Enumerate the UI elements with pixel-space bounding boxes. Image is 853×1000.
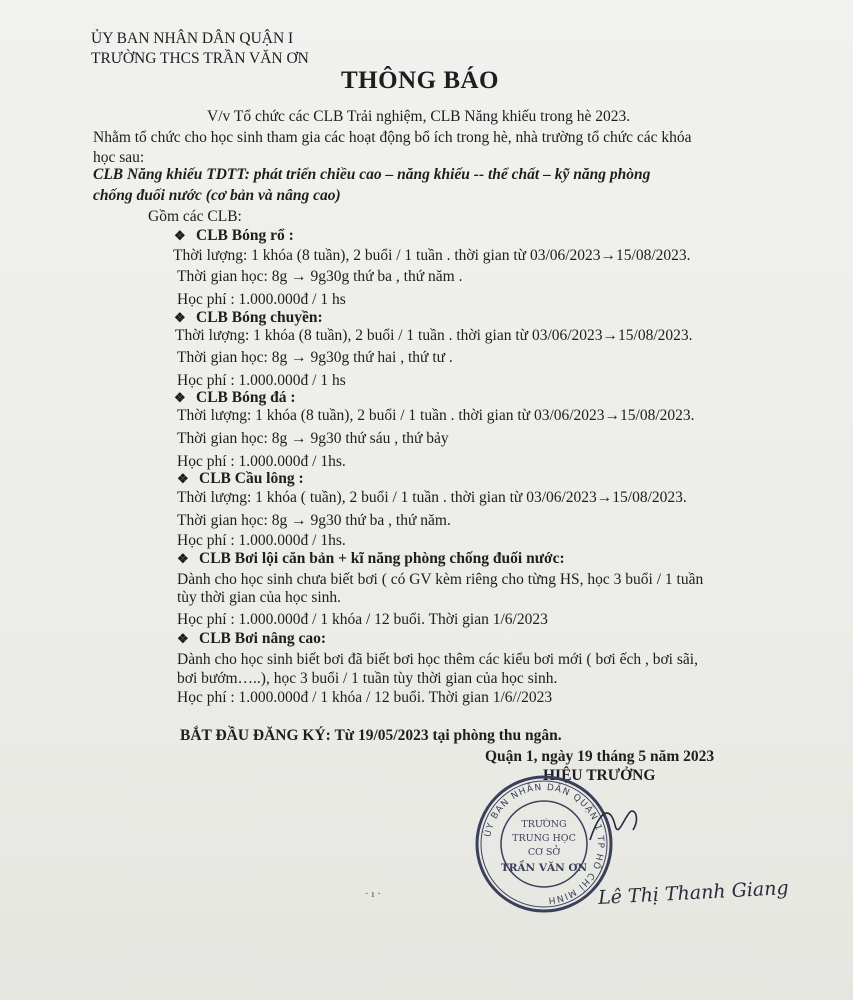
- club-line: Dành cho học sinh biết bơi đã biết bơi học thêm các kiểu bơi mới ( bơi ếch , bơi sãi,: [177, 651, 698, 668]
- signature-scribble: [585, 800, 645, 850]
- club-heading: [177, 630, 326, 648]
- club-line: Học phí : 1.000.000đ / 1 hs: [177, 372, 346, 389]
- club-line: Thời gian học: 8g → 9g30 thứ sáu , thứ bảy: [177, 430, 449, 447]
- signer-title: HIỆU TRƯỞNG: [543, 767, 656, 784]
- program-line-1: CLB Năng khiếu TDTT: phát triển chiều cao – năng khiếu -- thể chất – kỹ năng phòng: [93, 166, 651, 183]
- diamond-bullet-icon: ❖: [177, 471, 189, 486]
- date-place: Quận 1, ngày 19 tháng 5 năm 2023: [485, 748, 715, 765]
- notice-subject: V/v Tổ chức các CLB Trải nghiệm, CLB Năng khiếu trong hè 2023.: [207, 108, 631, 125]
- club-heading: [174, 309, 323, 327]
- club-heading: [174, 227, 294, 245]
- club-line: Thời lượng: 1 khóa (8 tuần), 2 buổi / 1 tuần . thời gian từ 03/06/2023→15/08/2023.: [177, 407, 695, 424]
- svg-text:TRẦN VĂN ƠN: TRẦN VĂN ƠN: [500, 862, 588, 874]
- includes-label: Gồm các CLB:: [148, 208, 242, 225]
- club-name: CLB Bóng đá :: [196, 389, 296, 406]
- club-heading: [177, 550, 565, 568]
- club-line: Học phí : 1.000.000đ / 1hs.: [177, 532, 346, 549]
- svg-text:CƠ SỞ: CƠ SỞ: [527, 847, 561, 858]
- signer-name: Lê Thị Thanh Giang: [597, 877, 790, 909]
- org-line-1: ỦY BAN NHÂN DÂN QUẬN I: [91, 30, 294, 47]
- club-name: CLB Cầu lông :: [199, 470, 304, 487]
- club-heading: [177, 470, 304, 488]
- club-line: Thời lượng: 1 khóa (8 tuần), 2 buổi / 1 tuần . thời gian từ 03/06/2023→15/08/2023.: [173, 247, 691, 264]
- diamond-bullet-icon: ❖: [177, 631, 189, 646]
- club-name: CLB Bóng chuyền:: [196, 309, 323, 326]
- org-line-2: TRƯỜNG THCS TRẦN VĂN ƠN: [91, 50, 309, 67]
- diamond-bullet-icon: ❖: [177, 551, 189, 566]
- club-line: Thời gian học: 8g → 9g30g thứ ba , thứ năm .: [177, 268, 463, 285]
- club-line: Thời lượng: 1 khóa (8 tuần), 2 buổi / 1 tuần . thời gian từ 03/06/2023→15/08/2023.: [175, 327, 693, 344]
- club-line: Học phí : 1.000.000đ / 1 hs: [177, 291, 346, 308]
- svg-text:TRUNG HỌC: TRUNG HỌC: [512, 833, 576, 844]
- program-line-2: chống đuối nước (cơ bản và nâng cao): [93, 187, 341, 204]
- intro-line-1: Nhằm tổ chức cho học sinh tham gia các hoạt động bổ ích trong hè, nhà trường tổ chức các khóa: [93, 129, 692, 146]
- svg-text:ỦY BAN NHÂN DÂN QUẬN 1 TP HỒ C: ỦY BAN NHÂN DÂN QUẬN 1 TP HỒ CHÍ MINH: [483, 782, 606, 906]
- svg-text:TRƯỜNG: TRƯỜNG: [521, 819, 567, 830]
- notice-title: THÔNG BÁO: [341, 67, 499, 94]
- club-line: Thời gian học: 8g → 9g30g thứ hai , thứ tư .: [177, 349, 453, 366]
- club-line: Học phí : 1.000.000đ / 1 khóa / 12 buổi. Thời gian 1/6/2023: [177, 611, 548, 628]
- intro-line-2: học sau:: [93, 149, 145, 166]
- registration-notice: BẮT ĐẦU ĐĂNG KÝ: Từ 19/05/2023 tại phòng thu ngân.: [180, 727, 562, 744]
- club-name: CLB Bóng rổ :: [196, 227, 294, 244]
- club-line: tùy thời gian của học sinh.: [177, 589, 342, 606]
- diamond-bullet-icon: ❖: [174, 310, 186, 325]
- club-line: Học phí : 1.000.000đ / 1hs.: [177, 453, 346, 470]
- club-line: Học phí : 1.000.000đ / 1 khóa / 12 buổi. Thời gian 1/6//2023: [177, 689, 553, 706]
- club-line: bơi bướm…..), học 3 buổi / 1 tuần tùy thời gian của học sinh.: [177, 670, 558, 687]
- club-name: CLB Bơi nâng cao:: [199, 630, 327, 647]
- club-line: Thời gian học: 8g → 9g30 thứ ba , thứ năm.: [177, 512, 451, 529]
- club-line: Thời lượng: 1 khóa ( tuần), 2 buổi / 1 tuần . thời gian từ 03/06/2023→15/08/2023.: [177, 489, 687, 506]
- ink-mark: · ı ·: [365, 888, 381, 900]
- diamond-bullet-icon: ❖: [174, 228, 186, 243]
- club-name: CLB Bơi lội căn bản + kĩ năng phòng chống đuối nước:: [199, 550, 565, 567]
- diamond-bullet-icon: ❖: [174, 390, 186, 405]
- club-line: Dành cho học sinh chưa biết bơi ( có GV kèm riêng cho từng HS, học 3 buổi / 1 tuần: [177, 571, 704, 588]
- club-heading: [174, 389, 296, 407]
